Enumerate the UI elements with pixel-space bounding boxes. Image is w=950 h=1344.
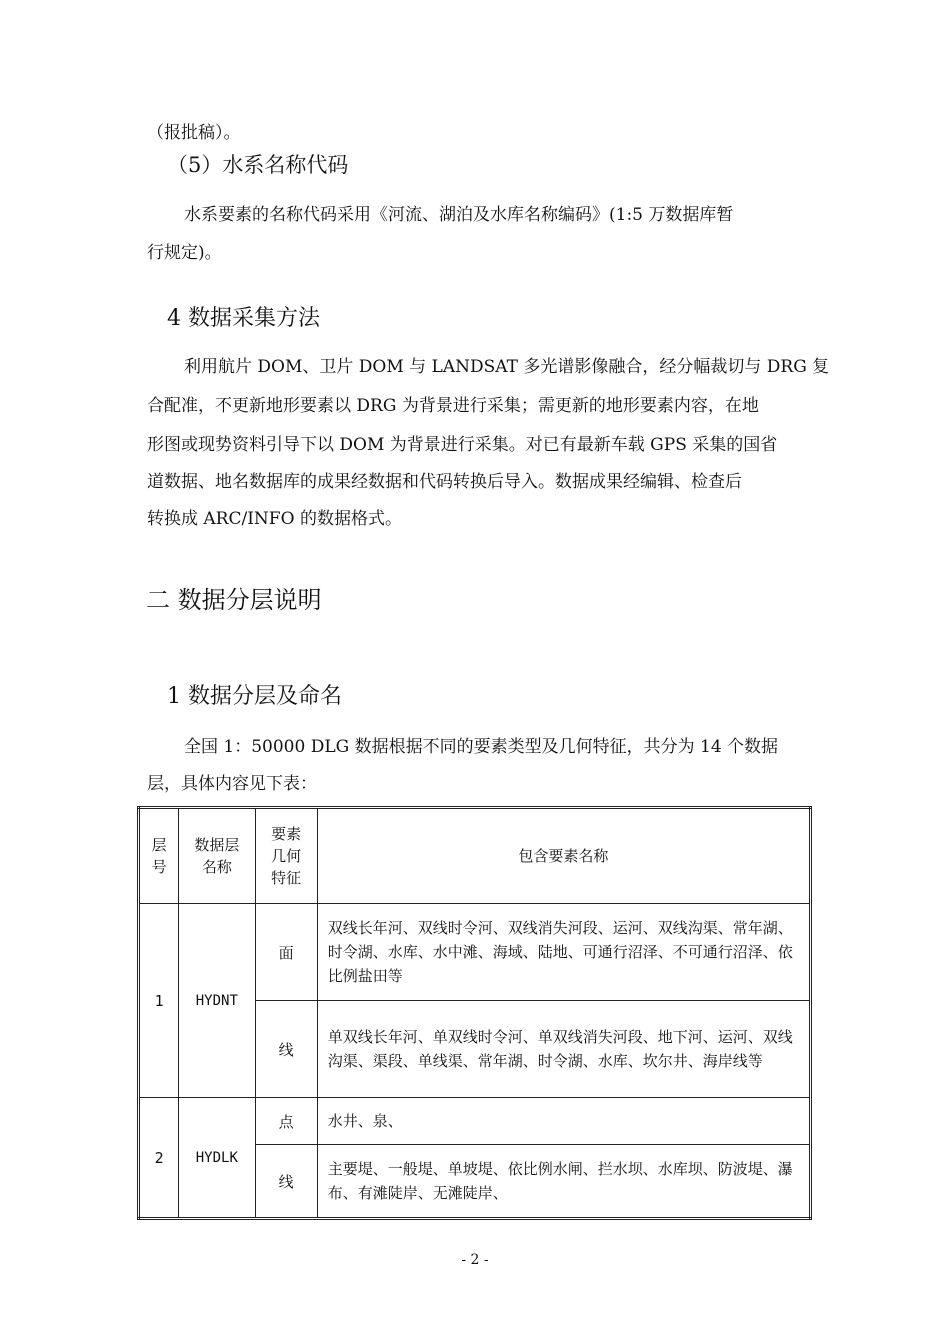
sub5-text-line-2: 行规定)。 xyxy=(147,243,222,263)
page-number: - 2 - xyxy=(461,1252,489,1268)
sub5-heading: （5）水系名称代码 xyxy=(167,153,349,177)
sec4-line-3: 形图或现势资料引导下以 DOM 为背景进行采集。对已有最新车载 GPS 采集的国省 xyxy=(147,435,778,455)
table-row xyxy=(139,904,811,1001)
features-cell: 主要堤、一般堤、单坡堤、依比例水闸、拦水坝、水库坝、防波堤、瀑布、有滩陡岸、无滩陡岸、 xyxy=(317,1145,810,1219)
header-features: 包含要素名称 xyxy=(317,808,810,904)
sec4-line-1: 利用航片 DOM、卫片 DOM 与 LANDSAT 多光谱影像融合，经分幅裁切与 DRG 复 xyxy=(184,357,830,377)
layer-no-cell: 1 xyxy=(139,904,179,1098)
features-cell: 单双线长年河、单双线时令河、单双线消失河段、地下河、运河、双线沟渠、渠段、单线渠、常年湖、时令湖、水库、坎尔井、海岸线等 xyxy=(317,1001,810,1098)
sec4-line-4: 道数据、地名数据库的成果经数据和代码转换后导入。数据成果经编辑、检查后 xyxy=(147,472,742,492)
sec1-heading: 1 数据分层及命名 xyxy=(167,684,342,709)
layer-no-cell: 2 xyxy=(139,1098,179,1219)
header-geometry xyxy=(255,808,317,904)
geometry-cell: 线 xyxy=(255,1145,317,1219)
header-layer-name xyxy=(179,808,255,904)
geometry-cell: 点 xyxy=(255,1098,317,1145)
sec1-line-1: 全国 1：50000 DLG 数据根据不同的要素类型及几何特征，共分为 14 个数据 xyxy=(184,737,779,757)
geometry-cell: 线 xyxy=(255,1001,317,1098)
header-geometry-label: 要素几何特征 xyxy=(271,825,302,887)
features-cell: 水井、泉、 xyxy=(317,1098,810,1145)
table-row xyxy=(139,1098,811,1145)
sec4-line-5: 转换成 ARC/INFO 的数据格式。 xyxy=(147,509,402,529)
intro-tail-text: （报批稿）。 xyxy=(147,123,241,143)
sec4-heading: 4 数据采集方法 xyxy=(167,306,320,331)
features-cell: 双线长年河、双线时令河、双线消失河段、运河、双线沟渠、常年湖、时令湖、水库、水中滩、海域、陆地、可通行沼泽、不可通行沼泽、依比例盐田等 xyxy=(317,904,810,1001)
sub5-text-line-1: 水系要素的名称代码采用《河流、湖泊及水库名称编码》(1:5 万数据库暂 xyxy=(184,205,734,225)
header-layer-no xyxy=(139,808,179,904)
header-layer-no-label: 层号 xyxy=(151,836,167,876)
sec4-line-2: 合配准，不更新地形要素以 DRG 为背景进行采集；需更新的地形要素内容，在地 xyxy=(147,396,759,416)
data-layers-table xyxy=(137,806,812,1220)
sec1-line-2: 层，具体内容见下表： xyxy=(147,774,317,794)
layer-name-cell: HYDNT xyxy=(179,904,255,1098)
chapter2-heading: 二 数据分层说明 xyxy=(146,586,322,614)
header-layer-name-label: 数据层名称 xyxy=(194,836,240,876)
table-header-row xyxy=(139,808,811,904)
geometry-cell: 面 xyxy=(255,904,317,1001)
layer-name-cell: HYDLK xyxy=(179,1098,255,1219)
